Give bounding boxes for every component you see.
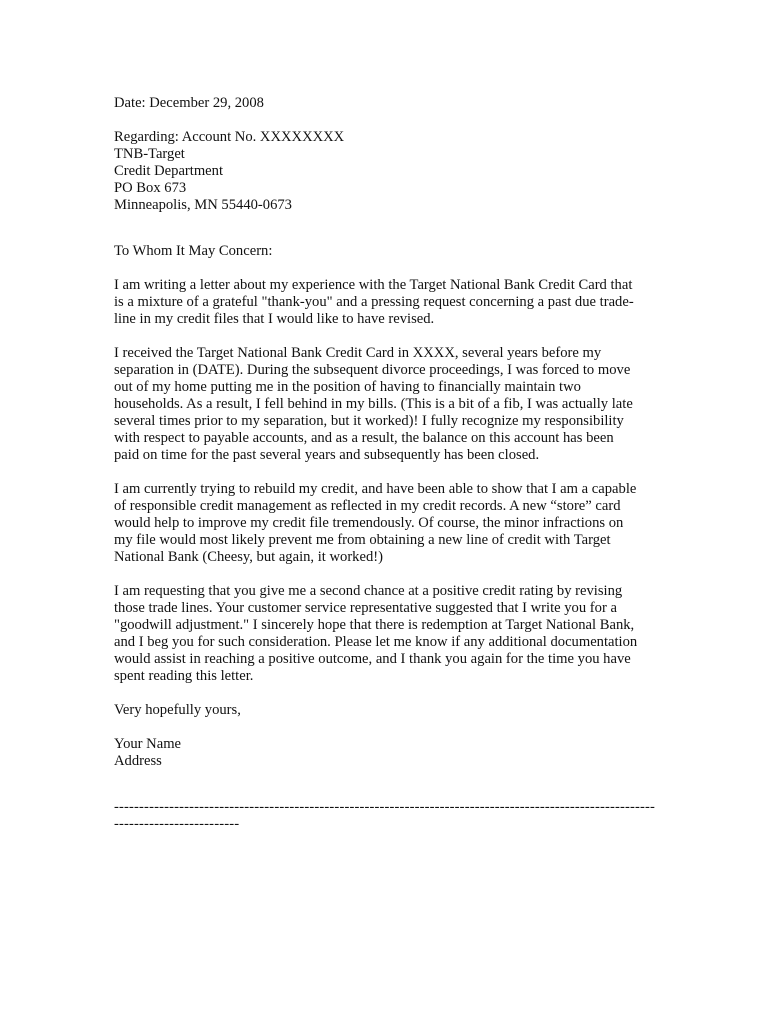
signature-address: Address [114,753,162,769]
paragraph-line: I am currently trying to rebuild my credit, and have been able to show that I am a capable [114,481,637,497]
letter-page [114,95,659,833]
divider-line: ------------------------------------------------------------------------------------------------------------ [114,799,656,815]
paragraph-line: I am requesting that you give me a second chance at a positive credit rating by revising [114,583,623,599]
salutation-block [114,243,659,260]
body-paragraph-2 [114,345,659,464]
salutation: To Whom It May Concern: [114,243,273,259]
recipient-line: Minneapolis, MN 55440-0673 [114,197,292,213]
body-paragraph-4 [114,583,659,685]
paragraph-line: would assist in reaching a positive outcome, and I thank you again for the time you have [114,651,631,667]
recipient-line: PO Box 673 [114,180,187,196]
regarding-line: Regarding: Account No. XXXXXXXX [114,129,345,145]
paragraph-line: my file would most likely prevent me from obtaining a new line of credit with Target [114,532,611,548]
recipient-line: Credit Department [114,163,224,179]
paragraph-line: spent reading this letter. [114,668,254,684]
paragraph-line: of responsible credit management as reflected in my credit records. A new “store” card [114,498,621,514]
closing-line: Very hopefully yours, [114,702,241,718]
paragraph-line: line in my credit files that I would like to have revised. [114,311,435,327]
body-paragraph-1 [114,277,659,328]
paragraph-line: households. As a result, I fell behind in my bills. (This is a bit of a fib, I was actually late [114,396,633,412]
paragraph-line: I am writing a letter about my experience with the Target National Bank Credit Card that [114,277,633,293]
letter-date: Date: December 29, 2008 [114,95,264,111]
closing-block [114,702,659,719]
paragraph-line: would help to improve my credit file tremendously. Of course, the minor infractions on [114,515,624,531]
signature-name: Your Name [114,736,182,752]
date-line-block [114,95,659,112]
paragraph-line: paid on time for the past several years and subsequently has been closed. [114,447,540,463]
body-paragraph-3 [114,481,659,566]
paragraph-line: out of my home putting me in the position of having to financially maintain two [114,379,581,395]
recipient-line: TNB-Target [114,146,185,162]
dashed-divider [114,799,659,833]
paragraph-line: with respect to payable accounts, and as a result, the balance on this account has been [114,430,614,446]
paragraph-line: I received the Target National Bank Credit Card in XXXX, several years before my [114,345,602,361]
paragraph-line: separation in (DATE). During the subsequent divorce proceedings, I was forced to move [114,362,631,378]
paragraph-line: those trade lines. Your customer service representative suggested that I write you for a [114,600,617,616]
paragraph-line: National Bank (Cheesy, but again, it worked!) [114,549,383,565]
paragraph-line: and I beg you for such consideration. Please let me know if any additional documentation [114,634,638,650]
address-block [114,129,659,214]
paragraph-line: "goodwill adjustment." I sincerely hope that there is redemption at Target National Bank, [114,617,635,633]
divider-line: ------------------------- [114,816,240,832]
paragraph-line: is a mixture of a grateful "thank-you" and a pressing request concerning a past due trade- [114,294,634,310]
signature-block [114,736,659,770]
paragraph-line: several times prior to my separation, but it worked)! I fully recognize my responsibility [114,413,624,429]
